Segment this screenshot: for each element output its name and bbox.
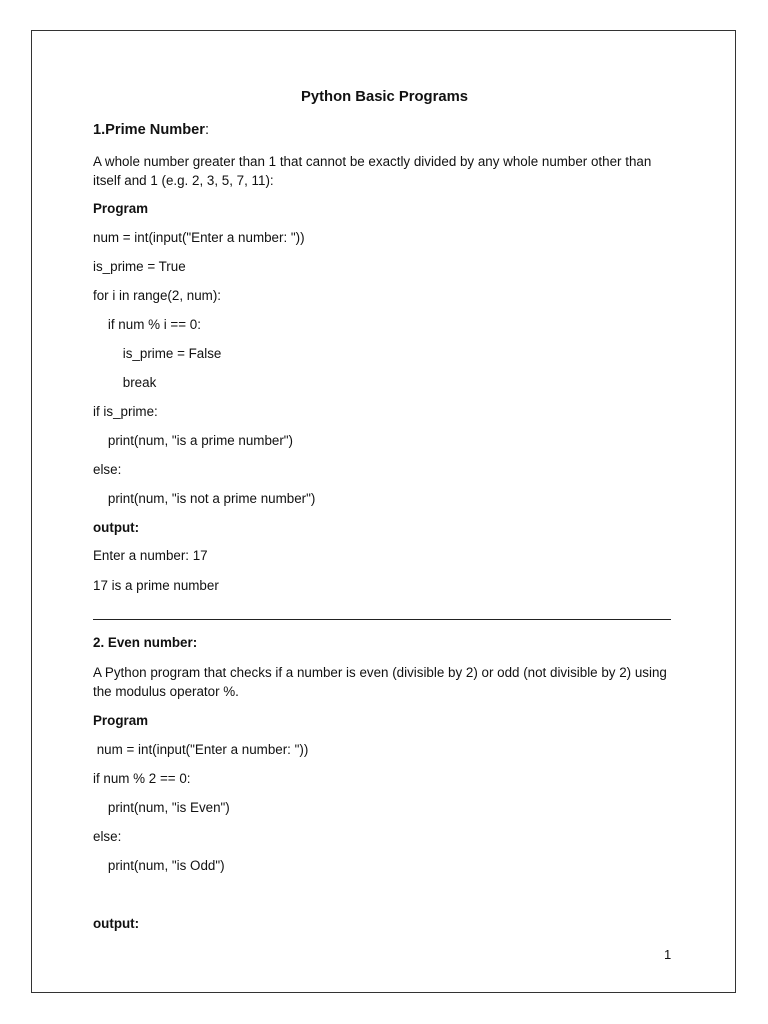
- code-line: if num % 2 == 0:: [93, 771, 191, 786]
- document-title: Python Basic Programs: [301, 89, 468, 105]
- section-divider: [93, 619, 671, 620]
- code-line: num = int(input("Enter a number: ")): [93, 742, 309, 757]
- page-number: 1: [664, 947, 672, 962]
- program-label-prime: Program: [93, 201, 149, 216]
- section-heading-even: 2. Even number:: [93, 635, 198, 650]
- code-line: print(num, "is a prime number"): [93, 433, 294, 448]
- output-label-prime: output:: [93, 520, 140, 535]
- section-description-prime: A whole number greater than 1 that cannot be exactly divided by any whole number other than itself and 1 (e.g. 2, 3, 5, 7, 11):: [93, 154, 652, 188]
- code-line: else:: [93, 829, 122, 844]
- code-line: is_prime = True: [93, 259, 186, 274]
- code-line: if is_prime:: [93, 404, 158, 419]
- output-label-even: output:: [93, 916, 140, 931]
- code-line: else:: [93, 462, 122, 477]
- code-line: num = int(input("Enter a number: ")): [93, 230, 305, 245]
- code-line: if num % i == 0:: [93, 317, 201, 332]
- code-line: print(num, "is not a prime number"): [93, 491, 316, 506]
- code-line: print(num, "is Even"): [93, 800, 230, 815]
- output-line: 17 is a prime number: [93, 578, 219, 593]
- program-label-even: Program: [93, 713, 149, 728]
- code-line: break: [93, 375, 157, 390]
- code-line: print(num, "is Odd"): [93, 858, 225, 873]
- section-heading-prime: [93, 121, 209, 139]
- code-line: for i in range(2, num):: [93, 288, 222, 303]
- section-heading-colon: :: [204, 122, 209, 138]
- output-line: Enter a number: 17: [93, 548, 208, 563]
- code-line: is_prime = False: [93, 346, 222, 361]
- section-heading-text: 1.Prime Number: [93, 122, 205, 138]
- section-description-even: A Python program that checks if a number is even (divisible by 2) or odd (not divisible by 2) using the modulus operator %.: [93, 665, 667, 699]
